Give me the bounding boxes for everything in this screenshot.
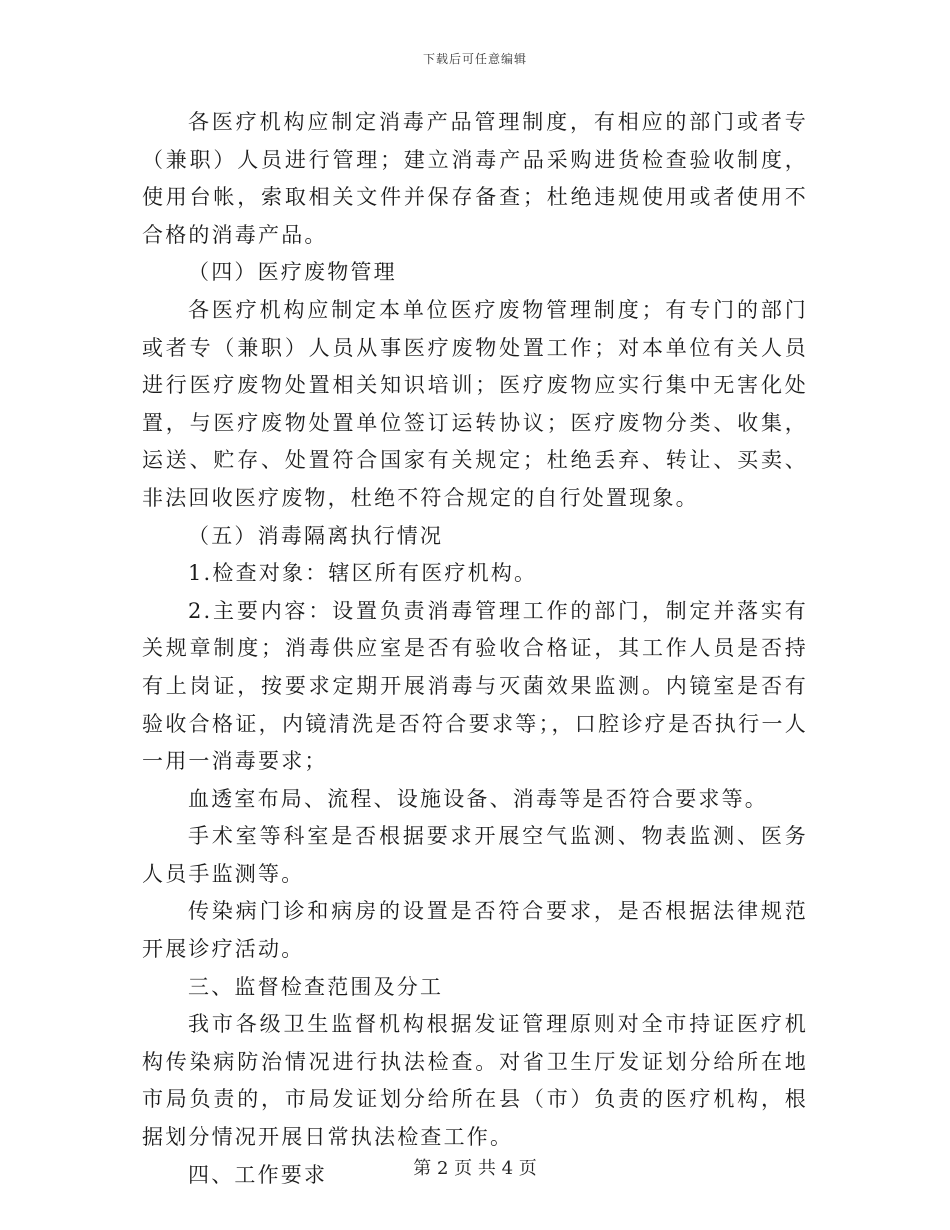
page-header: 下载后可任意编辑 [422,52,527,66]
paragraph-operating-room: 手术室等科室是否根据要求开展空气监测、物表监测、医务人员手监测等。 [142,824,808,886]
heading-disinfection-isolation: （五）消毒隔离执行情况 [188,523,444,548]
paragraph-disinfection-products: 各医疗机构应制定消毒产品管理制度，有相应的部门或者专（兼职）人员进行管理；建立消毒产品采购进货检查验收制度，使用台帐，索取相关文件并保存备查；杜绝违规使用或者使用不合格的消毒产品。 [142,110,808,247]
document-body [142,104,808,1194]
heading-scope-division: 三、监督检查范围及分工 [188,974,444,999]
heading-work-requirements: 四、工作要求 [188,1162,328,1187]
paragraph-infectious-clinic: 传染病门诊和病房的设置是否符合要求，是否根据法律规范开展诊疗活动。 [142,899,808,962]
paragraph-main-content: 2.主要内容：设置负责消毒管理工作的部门，制定并落实有关规章制度；消毒供应室是否有验收合格证，其工作人员是否持有上岗证，按要求定期开展消毒与灭菌效果监测。内镜室是否有验收合格证，内镜清洗是否符合要求等；，口腔诊疗是否执行一人一用一消毒要求； [142,598,808,774]
paragraph-inspection-target: 1.检查对象：辖区所有医疗机构。 [188,561,538,586]
page-number: 第 2 页 共 4 页 [413,1158,537,1179]
heading-medical-waste: （四）医疗废物管理 [188,260,397,285]
paragraph-dialysis: 血透室布局、流程、设施设备、消毒等是否符合要求等。 [188,786,768,811]
paragraph-scope-division: 我市各级卫生监督机构根据发证管理原则对全市持证医疗机构传染病防治情况进行执法检查。对省卫生厅发证划分给所在地市局负责的，市局发证划分给所在县（市）负责的医疗机构，根据划分情况开展日常执法检查工作。 [142,1012,808,1150]
paragraph-medical-waste: 各医疗机构应制定本单位医疗废物管理制度；有专门的部门或者专（兼职）人员从事医疗废物处置工作；对本单位有关人员进行医疗废物处置相关知识培训；医疗废物应实行集中无害化处置，与医疗废物处置单位签订运转协议；医疗废物分类、收集，运送、贮存、处置符合国家有关规定；杜绝丢弃、转让、买卖、非法回收医疗废物，杜绝不符合规定的自行处置现象。 [142,297,808,510]
